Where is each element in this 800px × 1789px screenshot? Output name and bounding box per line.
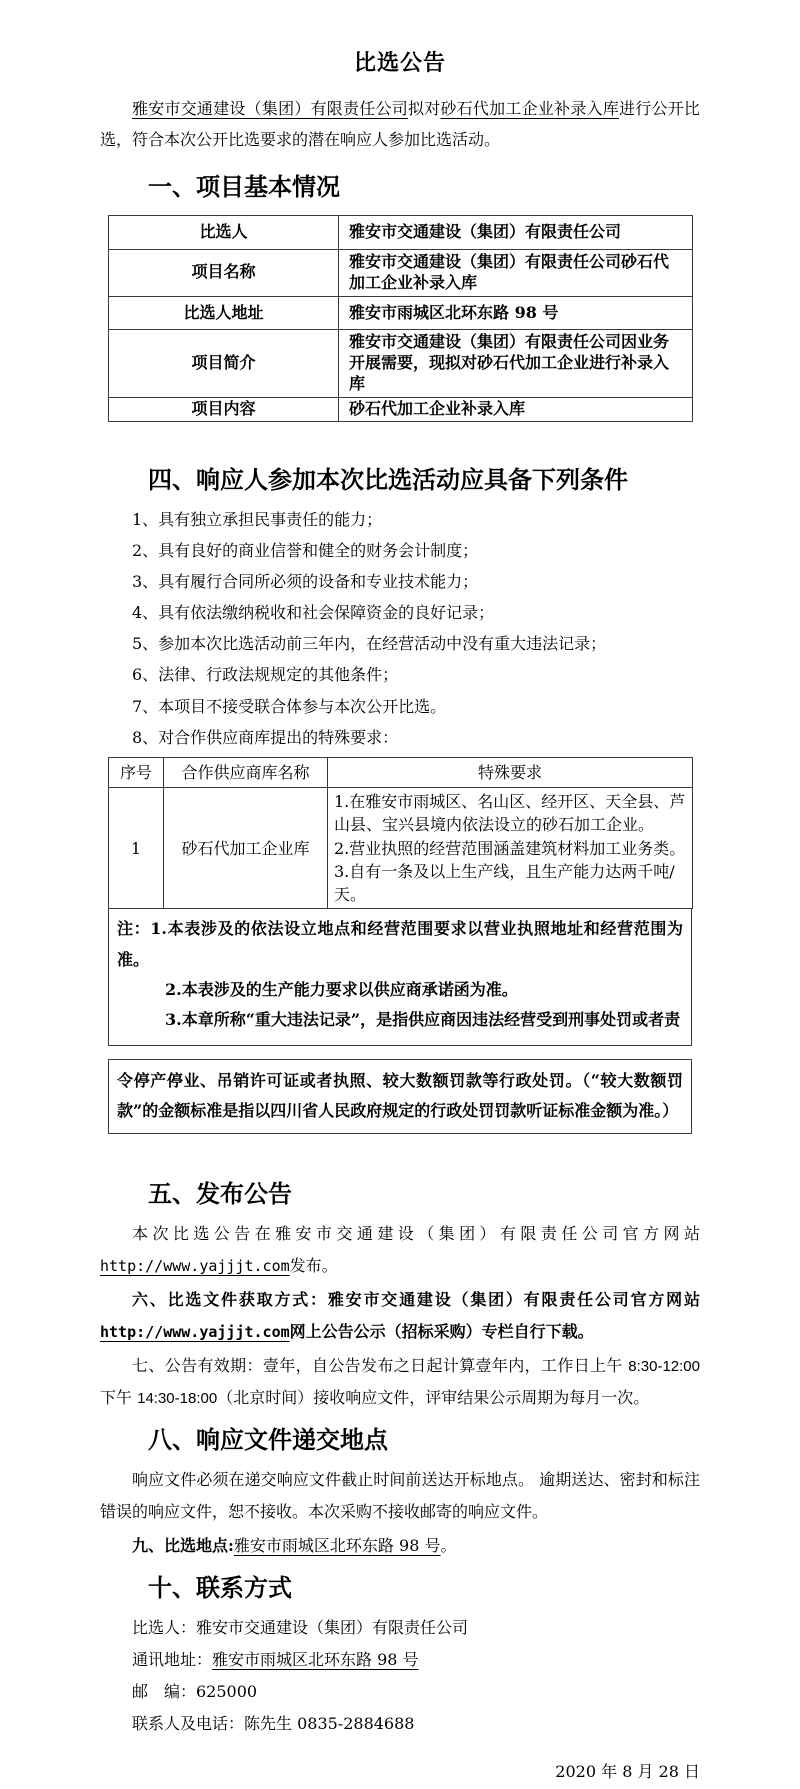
contact-line-phone: 联系人及电话：陈先生 0835-2884688: [132, 1713, 415, 1733]
continuation-text: 令停产停业、吊销许可证或者执照、较大数额罚款等行政处罚。（“较大数额罚款”的金额标准是指以四川省人民政府规定的行政处罚罚款听证标准金额为准。）: [117, 1070, 683, 1121]
contact-line-zip: 邮 编：625000: [132, 1681, 258, 1701]
condition-item: 2、具有良好的商业信誉和健全的财务会计制度；: [132, 540, 479, 560]
supplier-row: [109, 788, 693, 909]
requirements-cell: [328, 788, 693, 909]
header-cell-serial: 序号: [109, 758, 164, 788]
submission-paragraph: 响应文件必须在递交响应文件截止时间前送达开标地点。 逾期送达、密封和标注错误的响应文件，恕不接收。本次采购不接收邮寄的响应文件。: [100, 1469, 700, 1521]
condition-item: 6、法律、行政法规规定的其他条件；: [132, 665, 399, 685]
row-value: 砂石代加工企业补录入库: [339, 397, 693, 421]
requirement-line: 2.营业执照的经营范围涵盖建筑材料加工业务类。: [334, 838, 686, 858]
obtain-text-post: 网上公告公示（招标采购）专栏自行下载。: [289, 1321, 594, 1341]
requirement-line: 3.自有一条及以上生产线，且生产能力达两千吨/天。: [334, 861, 675, 904]
obtain-paragraph: [100, 1284, 700, 1348]
library-name-cell: 砂石代加工企业库: [164, 788, 328, 909]
row-value: 雅安市雨城区北环东路 98 号: [339, 296, 693, 330]
condition-item: 3、具有履行合同所必须的设备和专业技术能力；: [132, 571, 479, 591]
note-line: 3.本章所称“重大违法记录”，是指供应商因违法经营受到刑事处罚或者责: [165, 1010, 681, 1030]
intro-rest-text: 进行公开比选，符合本次公开比选要求的潜在响应人参加比选活动。: [100, 98, 700, 149]
row-label: 项目简介: [109, 330, 339, 397]
publish-paragraph: [100, 1218, 700, 1282]
morning-time-range: 8:30-12:00: [628, 1357, 700, 1375]
intro-mid-text: 拟对: [407, 98, 441, 118]
condition-item: 4、具有依法缴纳税收和社会保障资金的良好记录；: [132, 603, 495, 623]
validity-text-post: （北京时间）接收响应文件，评审结果公示周期为每月一次。: [217, 1387, 650, 1407]
validity-paragraph: [100, 1350, 700, 1414]
notes-box: [108, 908, 692, 1046]
validity-text-pre: 七、公告有效期：壹年，自公告发布之日起计算壹年内，工作日上午: [132, 1355, 623, 1375]
table-row: [109, 397, 693, 421]
section-heading-submission: 八、响应文件递交地点: [148, 1424, 388, 1454]
page-title: 比选公告: [353, 50, 446, 76]
intro-paragraph: [100, 93, 700, 155]
row-label: 项目名称: [109, 249, 339, 296]
row-value: 雅安市交通建设（集团）有限责任公司因业务开展需要，现拟对砂石代加工企业进行补录入库: [339, 330, 693, 397]
row-label: 项目内容: [109, 397, 339, 421]
publish-text-pre: 本次比选公告在雅安市交通建设（集团）有限责任公司官方网站: [132, 1223, 700, 1243]
validity-text-mid: 下午: [100, 1387, 133, 1407]
afternoon-time-range: 14:30-18:00: [137, 1389, 218, 1407]
row-label: 比选人: [109, 216, 339, 250]
location-address-underline: 雅安市雨城区北环东路 98 号: [233, 1535, 441, 1555]
location-label: 九、比选地点:: [132, 1535, 234, 1555]
section-heading-basic-info: 一、项目基本情况: [148, 172, 340, 202]
header-cell-requirements: 特殊要求: [328, 758, 693, 788]
condition-item: 8、对合作供应商库提出的特殊要求：: [132, 727, 399, 747]
table-row: [109, 330, 693, 397]
section-heading-publish: 五、发布公告: [148, 1178, 292, 1208]
contact-line-address: [100, 1644, 700, 1676]
condition-item: 5、参加本次比选活动前三年内，在经营活动中没有重大违法记录；: [132, 634, 607, 654]
supplier-table-header-row: [109, 758, 693, 788]
project-name-underline: 砂石代加工企业补录入库: [440, 98, 620, 118]
project-info-table: [108, 215, 693, 421]
address-underline: 雅安市雨城区北环东路 98 号: [212, 1649, 419, 1669]
bidder-name-underline: 雅安市交通建设（集团）有限责任公司: [132, 98, 408, 118]
address-label: 通讯地址：: [132, 1649, 213, 1669]
table-row: [109, 296, 693, 330]
contact-line-bidder: 比选人：雅安市交通建设（集团）有限责任公司: [132, 1617, 469, 1637]
conditions-list: [100, 504, 700, 754]
supplier-library-table: [108, 757, 693, 909]
condition-item: 7、本项目不接受联合体参与本次公开比选。: [132, 696, 447, 716]
condition-item: 1、具有独立承担民事责任的能力；: [132, 509, 383, 529]
table-row: [109, 216, 693, 250]
notes-continuation-box: [108, 1059, 692, 1134]
location-text-post: 。: [440, 1535, 457, 1555]
website-link[interactable]: http://www.yajjjt.com: [100, 1256, 290, 1275]
section-heading-contact: 十、联系方式: [148, 1572, 292, 1602]
header-cell-library-name: 合作供应商库名称: [164, 758, 328, 788]
note-line: 注：1.本表涉及的依法设立地点和经营范围要求以营业执照地址和经营范围为准。: [117, 919, 683, 969]
selection-location-line: [100, 1530, 700, 1562]
website-link[interactable]: http://www.yajjjt.com: [100, 1322, 290, 1341]
serial-cell: 1: [109, 788, 164, 909]
section-heading-conditions: 四、响应人参加本次比选活动应具备下列条件: [148, 464, 628, 494]
note-line: 2.本表涉及的生产能力要求以供应商承诺函为准。: [165, 979, 518, 999]
document-date: 2020 年 8 月 28 日: [555, 1761, 700, 1781]
requirement-line: 1.在雅安市雨城区、名山区、经开区、天全县、芦山县、宝兴县境内依法设立的砂石加工企业。: [334, 792, 686, 835]
obtain-text-pre: 六、比选文件获取方式：雅安市交通建设（集团）有限责任公司官方网站: [132, 1289, 700, 1309]
table-row: [109, 249, 693, 296]
row-label: 比选人地址: [109, 296, 339, 330]
publish-text-post: 发布。: [289, 1255, 338, 1275]
row-value: 雅安市交通建设（集团）有限责任公司砂石代加工企业补录入库: [339, 249, 693, 296]
row-value: 雅安市交通建设（集团）有限责任公司: [339, 216, 693, 250]
